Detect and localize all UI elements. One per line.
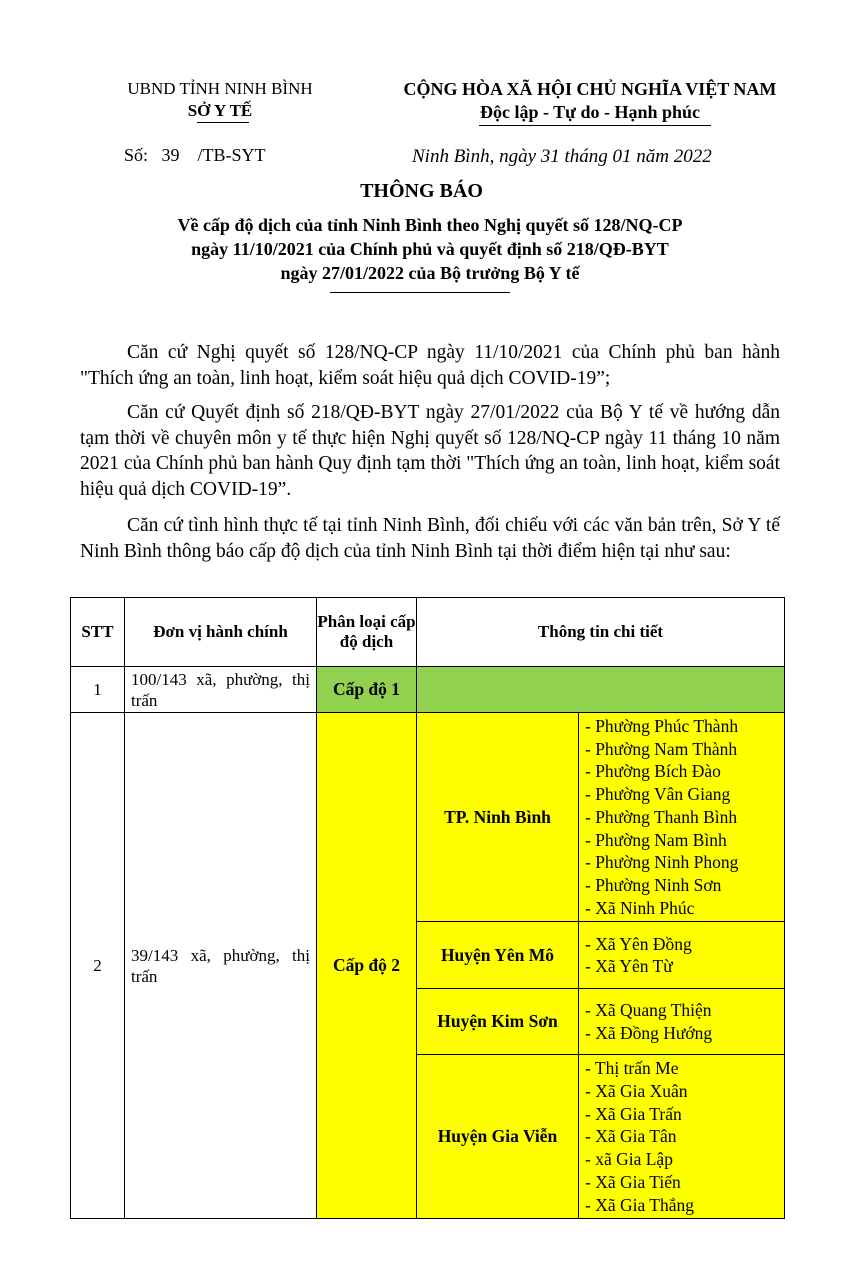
list-item: - Xã Gia Tiến <box>585 1171 681 1192</box>
department-name: SỞ Y TẾ <box>187 101 253 120</box>
list-item: - xã Gia Lập <box>585 1149 673 1170</box>
subtitle-line: Về cấp độ dịch của tỉnh Ninh Bình theo Nghị quyết số 128/NQ-CP <box>177 215 683 235</box>
list-item: - Xã Ninh Phúc <box>585 897 695 918</box>
level-badge-1: Cấp độ 1 <box>317 667 417 713</box>
ward-list <box>579 1055 785 1219</box>
ward-list <box>579 922 785 989</box>
motto: Độc lập - Tự do - Hạnh phúc <box>479 102 701 122</box>
national-motto <box>380 78 800 124</box>
table-header-row <box>71 598 785 667</box>
epidemic-level-table <box>70 597 785 1219</box>
district-name: Huyện Gia Viễn <box>417 1055 579 1219</box>
header-stt: STT <box>71 598 125 667</box>
motto-underline <box>479 125 711 126</box>
subtitle-underline <box>330 292 510 293</box>
document-date: Ninh Bình, ngày 31 tháng 01 năm 2022 <box>412 146 712 167</box>
province-committee: UBND TỈNH NINH BÌNH <box>127 79 313 98</box>
list-item: - Xã Yên Đồng <box>585 933 692 954</box>
paragraph-situation: Căn cứ tình hình thực tế tại tỉnh Ninh Bình, đối chiếu với các văn bản trên, Sở Y tế Ninh Bình thông báo cấp độ dịch của tỉnh Ninh Bình tại thời điểm hiện tại như sau: <box>80 515 780 562</box>
list-item: - Phường Phúc Thành <box>585 716 739 736</box>
issuing-agency <box>90 78 350 122</box>
list-item: - Phường Thanh Bình <box>585 806 738 827</box>
list-item: - Xã Gia Tân <box>585 1126 677 1147</box>
document-number: Số: 39 /TB-SYT <box>124 145 266 165</box>
header-level: Phân loại cấp độ dịch <box>317 598 417 667</box>
list-item: - Xã Quang Thiện <box>585 1000 712 1021</box>
table-row <box>71 713 785 922</box>
row-stt: 1 <box>71 667 125 713</box>
list-item: - Xã Đồng Hướng <box>585 1022 713 1043</box>
row-stt: 2 <box>71 713 125 1219</box>
list-item: - Phường Ninh Sơn <box>585 874 722 895</box>
ward-list <box>579 989 785 1055</box>
header-unit: Đơn vị hành chính <box>125 598 317 667</box>
list-item: - Xã Gia Trấn <box>585 1103 682 1124</box>
row-unit: 100/143 xã, phường, thị trấn <box>125 667 317 713</box>
ward-list <box>579 713 785 922</box>
list-item: - Phường Ninh Phong <box>585 852 739 873</box>
row-details-empty <box>417 667 785 713</box>
country-name: CỘNG HÒA XÃ HỘI CHỦ NGHĨA VIỆT NAM <box>403 79 777 99</box>
row-unit: 39/143 xã, phường, thị trấn <box>125 713 317 1219</box>
district-name: TP. Ninh Bình <box>417 713 579 922</box>
list-item: - Xã Yên Từ <box>585 956 673 977</box>
document-title: THÔNG BÁO <box>360 180 483 202</box>
subtitle-line: ngày 11/10/2021 của Chính phủ và quyết định số 218/QĐ-BYT <box>191 239 669 259</box>
paragraph-resolution: Căn cứ Nghị quyết số 128/NQ-CP ngày 11/10/2021 của Chính phủ ban hành "Thích ứng an toàn, linh hoạt, kiểm soát hiệu quả dịch COVID-19”; <box>80 342 780 389</box>
table-row <box>71 667 785 713</box>
district-name: Huyện Kim Sơn <box>417 989 579 1055</box>
list-item: - Phường Vân Giang <box>585 784 731 805</box>
list-item: - Phường Nam Bình <box>585 829 727 850</box>
subtitle-line: ngày 27/01/2022 của Bộ trưởng Bộ Y tế <box>280 263 580 283</box>
list-item: - Xã Gia Thắng <box>585 1194 695 1215</box>
district-name: Huyện Yên Mô <box>417 922 579 989</box>
list-item: - Xã Gia Xuân <box>585 1081 688 1102</box>
list-item: - Phường Nam Thành <box>585 738 738 759</box>
document-subtitle <box>90 213 770 285</box>
list-item: - Thị trấn Me <box>585 1058 679 1079</box>
header-details: Thông tin chi tiết <box>417 598 785 667</box>
level-badge-2: Cấp độ 2 <box>317 713 417 1219</box>
paragraph-decision: Căn cứ Quyết định số 218/QĐ-BYT ngày 27/01/2022 của Bộ Y tế về hướng dẫn tạm thời về chuyên môn y tế thực hiện Nghị quyết số 128/NQ-CP ngày 11 tháng 10 năm 2021 của Chính phủ ban hành Quy định tạm thời "Thích ứng an toàn, linh hoạt, kiểm soát hiệu quả dịch COVID-19”. <box>80 402 780 500</box>
department-underline <box>197 122 249 123</box>
list-item: - Phường Bích Đào <box>585 761 721 782</box>
